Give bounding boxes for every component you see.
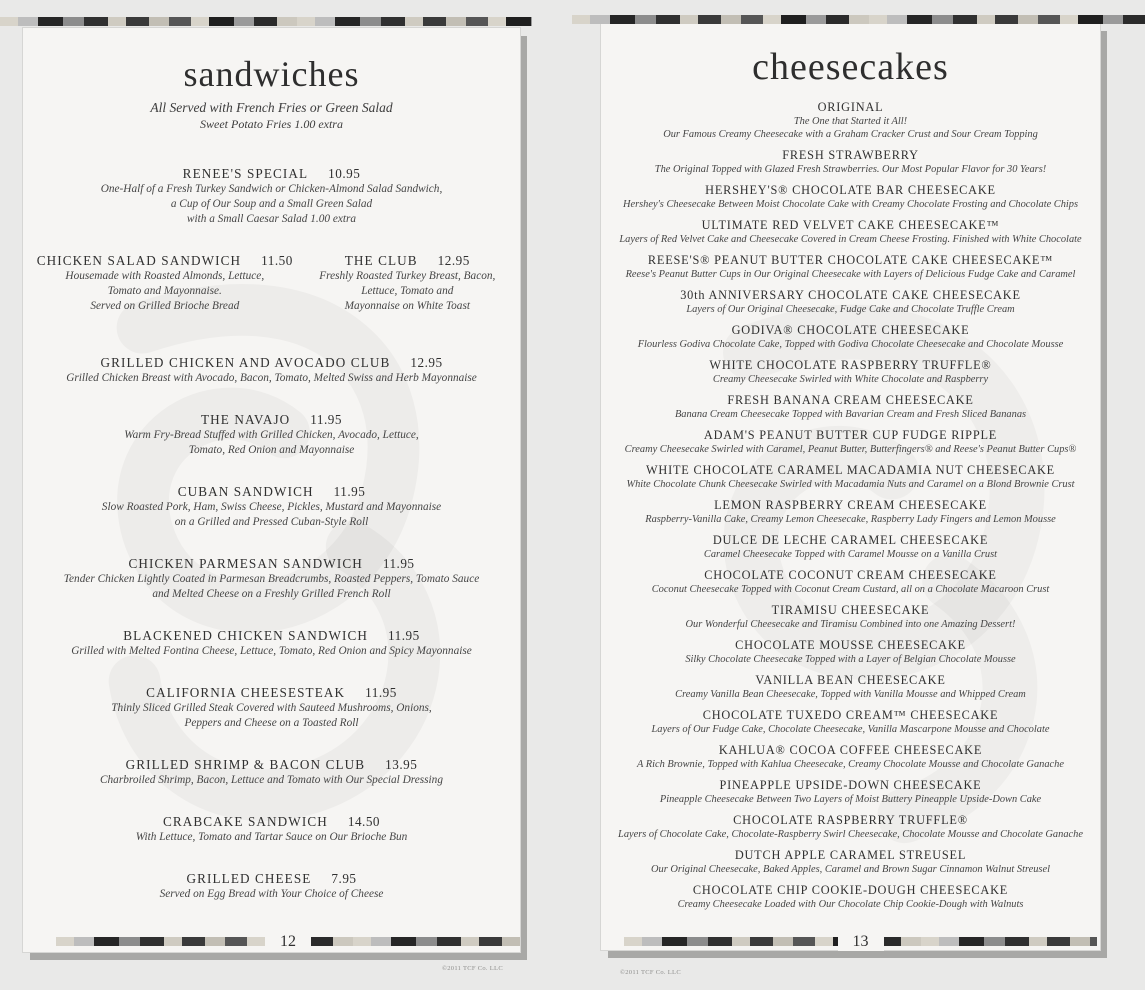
- item-name-row: [29, 684, 514, 701]
- item-name: GRILLED CHEESE: [186, 871, 312, 887]
- item-name-row: [605, 323, 1096, 338]
- page-number: 12: [265, 933, 311, 951]
- menu-item: [605, 323, 1096, 351]
- menu-item: [605, 708, 1096, 736]
- page-subnote: Sweet Potato Fries 1.00 extra: [200, 117, 343, 132]
- item-name-row: [605, 288, 1096, 303]
- item-name-row: [605, 253, 1096, 268]
- item-price: 12.95: [410, 355, 443, 371]
- item-name: BLACKENED CHICKEN SANDWICH: [123, 628, 369, 644]
- item-description-line: A Rich Brownie, Topped with Kahlua Cheesecake, Creamy Chocolate Mousse and Chocolate Ganache: [637, 758, 1064, 770]
- menu-item: [605, 148, 1096, 176]
- item-name-row: [605, 183, 1096, 198]
- decorative-stripe-bottom: [624, 932, 1097, 950]
- item-name: CHOCOLATE CHIP COOKIE-DOUGH CHEESECAKE: [692, 882, 1009, 897]
- item-description-line: Charbroiled Shrimp, Bacon, Lettuce and Tomato with Our Special Dressing: [100, 774, 443, 787]
- item-description-line: Hershey's Cheesecake Between Moist Chocolate Cake with Creamy Chocolate Frosting and Chocolate Chips: [622, 198, 1079, 210]
- menu-item: [605, 428, 1096, 456]
- item-description-line: The One that Started it All!: [793, 115, 908, 127]
- item-description-line: Layers of Red Velvet Cake and Cheesecake Covered in Cream Cheese Frosting. Finished with White Chocolate: [619, 233, 1082, 245]
- item-description-line: Creamy Cheesecake Swirled with White Chocolate and Raspberry: [712, 373, 989, 385]
- item-name: FRESH STRAWBERRY: [782, 147, 919, 162]
- item-name-row: [29, 252, 301, 269]
- item-name: GRILLED SHRIMP & BACON CLUB: [125, 757, 366, 773]
- menu-item: [605, 100, 1096, 141]
- item-name: LEMON RASPBERRY CREAM CHEESECAKE: [714, 497, 987, 512]
- item-name-row: [605, 638, 1096, 653]
- menu-page-sandwiches: [22, 27, 521, 953]
- menu-item: [605, 183, 1096, 211]
- item-description-line: Grilled Chicken Breast with Avocado, Bacon, Tomato, Melted Swiss and Herb Mayonnaise: [66, 372, 477, 385]
- item-price: 14.50: [347, 814, 381, 830]
- menu-item: [29, 870, 514, 902]
- item-name: WHITE CHOCOLATE CARAMEL MACADAMIA NUT CHEESECAKE: [645, 462, 1055, 477]
- menu-item: [605, 393, 1096, 421]
- item-name-row: [29, 555, 514, 572]
- item-description-line: White Chocolate Chunk Cheesecake Swirled with Macadamia Nuts and Caramel on a Blond Brownie Crust: [626, 478, 1075, 490]
- item-description-line: Our Original Cheesecake, Baked Apples, Caramel and Brown Sugar Cinnamon Walnut Streusel: [651, 863, 1050, 875]
- item-description-line: Our Famous Creamy Cheesecake with a Graham Cracker Crust and Sour Cream Topping: [663, 128, 1038, 140]
- item-price: 11.95: [365, 685, 397, 701]
- menu-item: [605, 288, 1096, 316]
- page-number: 13: [838, 933, 884, 951]
- item-name-row: [301, 252, 514, 269]
- decorative-stripe-top-left: [0, 17, 532, 26]
- item-name-row: [605, 533, 1096, 548]
- menu-item: [605, 533, 1096, 561]
- item-name-row: [605, 218, 1096, 233]
- item-name: CHOCOLATE TUXEDO CREAM™ CHEESECAKE: [702, 707, 999, 722]
- item-name-row: [605, 148, 1096, 163]
- item-description-line: Creamy Vanilla Bean Cheesecake, Topped with Vanilla Mousse and Whipped Cream: [675, 688, 1026, 700]
- item-name-row: [605, 603, 1096, 618]
- copyright-note: ©2011 TCF Co. LLC: [620, 969, 681, 976]
- item-name-row: [605, 428, 1096, 443]
- item-name-row: [605, 393, 1096, 408]
- item-description-line: Tomato, Red Onion and Mayonnaise: [188, 444, 355, 457]
- item-name-row: [605, 708, 1096, 723]
- item-name-row: [29, 165, 514, 182]
- menu-item-column: [301, 252, 514, 339]
- page-title: cheesecakes: [752, 46, 949, 88]
- item-price: 10.95: [328, 166, 361, 182]
- menu-item: [605, 358, 1096, 386]
- item-price: 11.95: [382, 556, 415, 572]
- item-name: CHOCOLATE COCONUT CREAM CHEESECAKE: [704, 567, 997, 582]
- item-description-line: Peppers and Cheese on a Toasted Roll: [184, 717, 359, 730]
- item-name: CALIFORNIA CHEESESTEAK: [146, 685, 346, 701]
- item-price: 11.95: [388, 628, 420, 644]
- item-description-line: Tomato and Mayonnaise.: [107, 285, 222, 298]
- item-description-line: Silky Chocolate Cheesecake Topped with a Layer of Belgian Chocolate Mousse: [685, 653, 1016, 665]
- item-name-row: [29, 627, 514, 644]
- item-name: CHICKEN SALAD SANDWICH: [36, 253, 242, 269]
- item-name: HERSHEY'S® CHOCOLATE BAR CHEESECAKE: [705, 182, 996, 197]
- item-name: TIRAMISU CHEESECAKE: [771, 602, 930, 617]
- menu-item: [29, 555, 514, 602]
- item-name: CRABCAKE SANDWICH: [162, 814, 328, 830]
- item-name: PINEAPPLE UPSIDE-DOWN CHEESECAKE: [719, 777, 982, 792]
- menu-item: [605, 778, 1096, 806]
- menu-item: [605, 463, 1096, 491]
- item-description-line: Pineapple Cheesecake Between Two Layers of Moist Buttery Pineapple Upside-Down Cake: [659, 793, 1042, 805]
- item-name-row: [29, 483, 514, 500]
- item-price: 12.95: [437, 253, 470, 269]
- item-price: 11.95: [333, 484, 366, 500]
- item-name-row: [29, 411, 514, 428]
- item-name: DUTCH APPLE CARAMEL STREUSEL: [734, 847, 967, 862]
- menu-item-list: [601, 100, 1100, 911]
- menu-item: [29, 483, 514, 530]
- menu-item: [29, 627, 514, 659]
- menu-item: [29, 684, 514, 731]
- item-description-line: Served on Egg Bread with Your Choice of Cheese: [159, 888, 384, 901]
- copyright-note: ©2011 TCF Co. LLC: [442, 965, 503, 972]
- menu-item: [605, 848, 1096, 876]
- item-name-row: [605, 778, 1096, 793]
- item-name-row: [29, 813, 514, 830]
- item-price: 7.95: [331, 871, 357, 887]
- item-name: CHOCOLATE RASPBERRY TRUFFLE®: [733, 812, 968, 827]
- item-name: THE CLUB: [344, 253, 418, 269]
- item-name: ADAM'S PEANUT BUTTER CUP FUDGE RIPPLE: [703, 427, 998, 442]
- menu-item: [605, 603, 1096, 631]
- item-description-line: Creamy Cheesecake Loaded with Our Chocolate Chip Cookie-Dough with Walnuts: [677, 898, 1024, 910]
- item-description-line: Flourless Godiva Chocolate Cake, Topped with Godiva Chocolate Cheesecake and Chocolate Mousse: [637, 338, 1064, 350]
- item-name: CUBAN SANDWICH: [177, 484, 314, 500]
- item-description-line: a Cup of Our Soup and a Small Green Salad: [170, 198, 373, 211]
- item-name: RENEE'S SPECIAL: [182, 166, 309, 182]
- item-description-line: Caramel Cheesecake Topped with Caramel Mousse on a Vanilla Crust: [703, 548, 998, 560]
- item-name-row: [605, 498, 1096, 513]
- item-name: KAHLUA® COCOA COFFEE CHEESECAKE: [718, 742, 983, 757]
- item-name: GRILLED CHICKEN AND AVOCADO CLUB: [100, 355, 391, 371]
- menu-item-pair: [29, 252, 514, 339]
- item-name-row: [605, 848, 1096, 863]
- menu-item: [29, 165, 514, 227]
- item-description-line: Warm Fry-Bread Stuffed with Grilled Chicken, Avocado, Lettuce,: [124, 429, 419, 442]
- item-description-line: Banana Cream Cheesecake Topped with Bavarian Cream and Fresh Sliced Bananas: [674, 408, 1027, 420]
- item-description-line: Thinly Sliced Grilled Steak Covered with Sauteed Mushrooms, Onions,: [111, 702, 432, 715]
- menu-item: [29, 411, 514, 458]
- item-name: CHICKEN PARMESAN SANDWICH: [128, 556, 363, 572]
- menu-item: [605, 638, 1096, 666]
- item-description-line: Tender Chicken Lightly Coated in Parmesan Breadcrumbs, Roasted Peppers, Tomato Sauce: [63, 573, 480, 586]
- item-description-line: Layers of Our Fudge Cake, Chocolate Cheesecake, Vanilla Mascarpone Mousse and Chocolate: [651, 723, 1050, 735]
- menu-page-cheesecakes: [600, 22, 1101, 951]
- page-subtitle: All Served with French Fries or Green Salad: [150, 100, 393, 116]
- decorative-stripe-top-right: [572, 15, 1145, 24]
- item-description-line: on a Grilled and Pressed Cuban-Style Roll: [174, 516, 369, 529]
- menu-item: [29, 813, 514, 845]
- item-name: GODIVA® CHOCOLATE CHEESECAKE: [731, 322, 970, 337]
- item-name-row: [605, 673, 1096, 688]
- item-description-line: One-Half of a Fresh Turkey Sandwich or Chicken-Almond Salad Sandwich,: [100, 183, 443, 196]
- item-name: WHITE CHOCOLATE RASPBERRY TRUFFLE®: [709, 357, 992, 372]
- item-name-row: [605, 813, 1096, 828]
- item-description-line: Layers of Our Original Cheesecake, Fudge Cake and Chocolate Truffle Cream: [686, 303, 1015, 315]
- item-description-line: with a Small Caesar Salad 1.00 extra: [186, 213, 357, 226]
- item-name: DULCE DE LECHE CARAMEL CHEESECAKE: [712, 532, 989, 547]
- menu-item: [605, 218, 1096, 246]
- item-name: 30th ANNIVERSARY CHOCOLATE CAKE CHEESECAKE: [680, 287, 1021, 302]
- item-price: 13.95: [385, 757, 418, 773]
- item-description-line: Slow Roasted Pork, Ham, Swiss Cheese, Pickles, Mustard and Mayonnaise: [101, 501, 442, 514]
- menu-item-list: [23, 165, 520, 902]
- item-name-row: [605, 743, 1096, 758]
- item-description-line: Raspberry-Vanilla Cake, Creamy Lemon Cheesecake, Raspberry Lady Fingers and Lemon Mousse: [645, 513, 1056, 525]
- menu-item: [301, 252, 514, 314]
- menu-item: [29, 756, 514, 788]
- item-name: ULTIMATE RED VELVET CAKE CHEESECAKE™: [701, 217, 1000, 232]
- menu-item: [29, 354, 514, 386]
- menu-item: [605, 743, 1096, 771]
- item-name: REESE'S® PEANUT BUTTER CHOCOLATE CAKE CHEESECAKE™: [647, 252, 1054, 267]
- item-description-line: Housemade with Roasted Almonds, Lettuce,: [65, 270, 265, 283]
- item-name-row: [605, 463, 1096, 478]
- item-description-line: Creamy Cheesecake Swirled with Caramel, Peanut Butter, Butterfingers® and Reese's Peanut Butter Cups®: [624, 443, 1077, 455]
- menu-item: [605, 673, 1096, 701]
- item-name: THE NAVAJO: [201, 412, 291, 428]
- item-price: 11.95: [310, 412, 342, 428]
- item-name: VANILLA BEAN CHEESECAKE: [755, 672, 946, 687]
- item-name-row: [29, 756, 514, 773]
- item-description-line: Grilled with Melted Fontina Cheese, Lettuce, Tomato, Red Onion and Spicy Mayonnaise: [71, 645, 472, 658]
- item-description-line: Our Wonderful Cheesecake and Tiramisu Combined into one Amazing Dessert!: [685, 618, 1016, 630]
- decorative-stripe-bottom: [56, 932, 520, 950]
- item-name-row: [29, 354, 514, 371]
- item-name: FRESH BANANA CREAM CHEESECAKE: [727, 392, 974, 407]
- menu-item: [605, 568, 1096, 596]
- menu-item: [29, 252, 301, 314]
- item-description-line: Served on Grilled Brioche Bread: [90, 300, 240, 313]
- menu-item: [605, 498, 1096, 526]
- item-description-line: Lettuce, Tomato and: [361, 285, 454, 298]
- item-name-row: [29, 870, 514, 887]
- item-description-line: Reese's Peanut Butter Cups in Our Original Cheesecake with Layers of Delicious Fudge Cake and Caramel: [625, 268, 1076, 280]
- item-name: ORIGINAL: [817, 99, 884, 114]
- item-price: 11.50: [261, 253, 293, 269]
- menu-item: [605, 883, 1096, 911]
- item-description-line: With Lettuce, Tomato and Tartar Sauce on Our Brioche Bun: [135, 831, 408, 844]
- menu-item: [605, 253, 1096, 281]
- menu-item-column: [29, 252, 301, 339]
- item-name-row: [605, 100, 1096, 115]
- menu-item: [605, 813, 1096, 841]
- item-description-line: and Melted Cheese on a Freshly Grilled French Roll: [152, 588, 391, 601]
- item-name-row: [605, 358, 1096, 373]
- item-name-row: [605, 568, 1096, 583]
- item-description-line: The Original Topped with Glazed Fresh Strawberries. Our Most Popular Flavor for 30 Years!: [654, 163, 1047, 175]
- item-name-row: [605, 883, 1096, 898]
- item-description-line: Layers of Chocolate Cake, Chocolate-Raspberry Swirl Cheesecake, Chocolate Mousse and Chocolate Ganache: [618, 828, 1083, 840]
- item-description-line: Coconut Cheesecake Topped with Coconut Cream Custard, all on a Chocolate Macaroon Crust: [651, 583, 1050, 595]
- item-description-line: Mayonnaise on White Toast: [344, 300, 470, 313]
- page-title: sandwiches: [183, 54, 360, 94]
- item-description-line: Freshly Roasted Turkey Breast, Bacon,: [319, 270, 496, 283]
- item-name: CHOCOLATE MOUSSE CHEESECAKE: [735, 637, 966, 652]
